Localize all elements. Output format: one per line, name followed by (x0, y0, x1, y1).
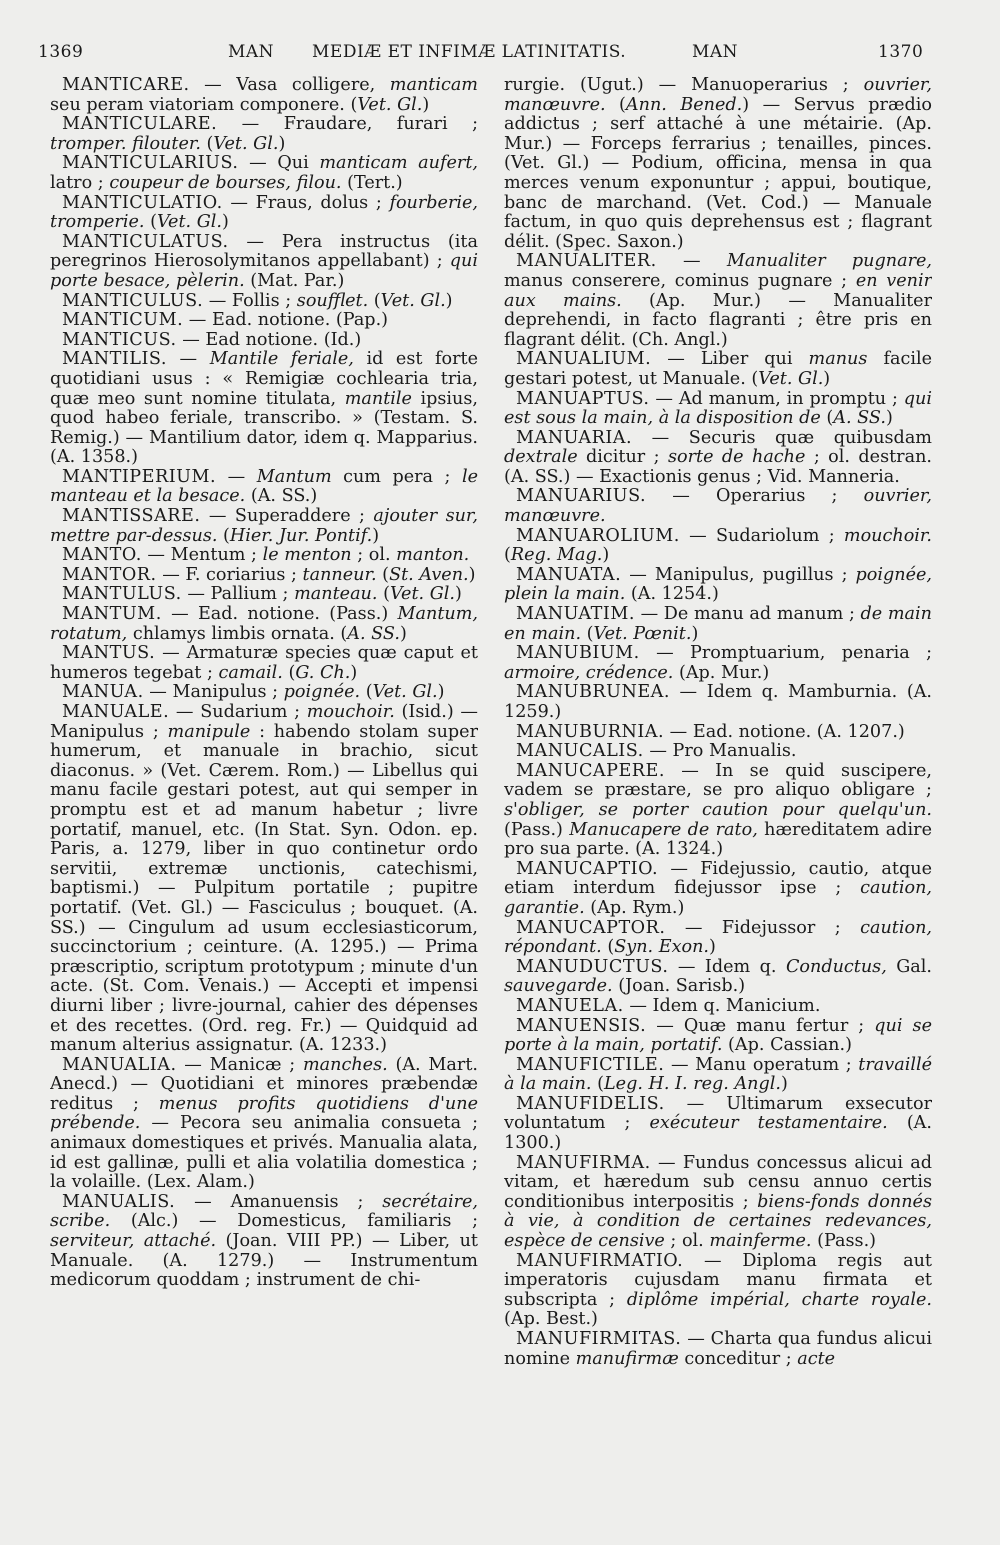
right-column (504, 76, 932, 1536)
dictionary-entry (504, 1154, 932, 1252)
entry-text: ) (780, 1074, 788, 1095)
dictionary-entry (50, 76, 478, 115)
entry-gloss: travaillé à la main. (504, 1054, 932, 1095)
entry-gloss: manticam aufert, (319, 153, 478, 174)
dictionary-entry (50, 115, 478, 154)
dictionary-entry (504, 683, 932, 722)
entry-text: — Fundus concessus alicui ad vitam, et hæredum sub censu annuo certis conditionibus interpositis ; (504, 1152, 932, 1212)
entry-headword: MANUAROLIUM. (516, 525, 680, 546)
entry-headword: MANUARIA. (516, 427, 633, 448)
entry-text: — Manipulus ; (143, 682, 284, 703)
dictionary-entry (504, 390, 932, 429)
entry-text: (A. Mart. Anecd.) — Quotidiani et minores præbendæ reditus ; (50, 1054, 478, 1114)
entry-gloss: G. Ch. (295, 662, 351, 683)
entry-text: ( (601, 937, 615, 958)
entry-text: ( (368, 290, 381, 311)
entry-text: (Pass.) (504, 819, 570, 840)
entry-text: (Joan. Sarisb.) (612, 976, 746, 997)
entry-text: — Ead notione. (Id.) (176, 329, 362, 350)
entry-text: — Fidejussio, cautio, atque etiam interdum fidejussor ipse ; (504, 858, 932, 899)
entry-text: (A. 1254.) (625, 584, 719, 605)
dictionary-entry (504, 429, 932, 488)
guide-word-right: MAN (692, 42, 739, 62)
dictionary-entry (50, 468, 478, 507)
entry-gloss: Mantile feriale, (209, 349, 354, 370)
entry-headword: MANUATIM. (516, 604, 635, 625)
entry-gloss: secrétaire, scribe. (50, 1191, 478, 1232)
entry-text: ) (823, 368, 831, 389)
entry-gloss: en venir aux mains. (504, 270, 932, 311)
entry-text: — Liber qui (651, 349, 809, 370)
entry-text: (Isid.) — Manipulus ; (50, 702, 478, 742)
entry-text: (Joan. VIII PP.) — Liber, ut Manuale. (A. 1279.) — Instrumentum medicorum quoddam ; instrument de chi- (50, 1231, 478, 1291)
entry-headword: MANUFIRMATIO. (516, 1250, 684, 1271)
entry-headword: MANUFIRMITAS. (516, 1329, 682, 1349)
entry-gloss: fourberie, tromperie. (50, 192, 478, 233)
entry-gloss: caution, répondant. (504, 917, 932, 958)
entry-text: — Qui (238, 153, 320, 174)
entry-text: — Ead. notione. (A. 1207.) (664, 721, 905, 742)
entry-text: latro ; (50, 172, 110, 193)
entry-headword: MANTOR. (62, 564, 157, 585)
entry-gloss: menus profits quotidiens d'une prébende. (50, 1093, 478, 1134)
entry-headword: MANTICULARIUS. (62, 153, 239, 174)
entry-text: — Ultimarum exsecutor voluntatum ; (504, 1093, 932, 1134)
entry-gloss: camail. (218, 662, 283, 683)
entry-gloss: mouchoir. (843, 525, 932, 546)
entry-text: ) (278, 133, 286, 154)
entry-text: (A. 1300.) (504, 1113, 932, 1154)
entry-headword: MANTUS. (62, 643, 156, 664)
dictionary-entry (50, 292, 478, 312)
entry-headword: MANTICUS. (62, 329, 177, 350)
entry-text: manus conserere, cominus pugnare ; (504, 270, 856, 291)
entry-text: ipsius, quod habeo feriale, transcribo. » (Testam. S. Remig.) — Mantilium dator, idem q. Mapparius. (A. 1358.) (50, 388, 478, 468)
entry-text: (Ap. Cassian.) (722, 1035, 852, 1056)
entry-headword: MANUALIUM. (516, 349, 652, 370)
dictionary-entry (504, 76, 932, 252)
entry-text: — (656, 251, 727, 272)
entry-gloss: manufirmæ (575, 1348, 679, 1369)
dictionary-entry (50, 566, 478, 586)
dictionary-entry (50, 546, 478, 566)
dictionary-entry (504, 527, 932, 566)
entry-text: — Fraus, dolus ; (222, 192, 390, 213)
entry-text: ) (445, 290, 453, 311)
entry-headword: MANTUM. (62, 604, 162, 625)
entry-gloss: diplôme impérial, charte royale. (626, 1289, 932, 1310)
dictionary-entry (504, 762, 932, 860)
entry-headword: MANUBRUNEA. (516, 682, 670, 703)
entry-gloss: manticam (389, 76, 478, 95)
dictionary-entry (50, 703, 478, 1056)
entry-text: (Tert.) (341, 172, 403, 193)
entry-gloss: serviteur, attaché. (50, 1231, 217, 1252)
entry-headword: MANUELA. (516, 995, 624, 1016)
dictionary-entry (504, 958, 932, 997)
entry-text: — Vasa colligere, (189, 76, 390, 95)
page-number-left: 1369 (38, 42, 84, 62)
dictionary-entry (50, 507, 478, 546)
entry-headword: MANUALIA. (62, 1054, 177, 1075)
entry-text: ) (437, 682, 445, 703)
running-title: MEDIÆ ET INFIMÆ LATINITATIS. (312, 42, 627, 62)
entry-text: ) (885, 408, 893, 429)
entry-text: cum pera ; (331, 466, 462, 487)
dictionary-entry (50, 194, 478, 233)
entry-text: ) (454, 584, 462, 605)
entry-text: — Operarius ; (646, 486, 864, 507)
entry-text: ( (144, 212, 157, 233)
entry-gloss: Mantum, rotatum, (50, 604, 478, 644)
entry-text: ( (504, 545, 511, 566)
entry-text: — Sudariolum ; (679, 525, 844, 546)
entry-text: — Quæ manu fertur ; (646, 1015, 875, 1036)
entry-text: — F. coriarius ; (156, 564, 303, 585)
entry-text: (Alc.) — Domesticus, familiaris ; (110, 1211, 478, 1232)
entry-gloss: poignée. (283, 682, 361, 703)
entry-gloss: ouvrier, manœuvre. (504, 76, 932, 115)
entry-headword: MANUA. (62, 682, 144, 703)
dictionary-entry (504, 252, 932, 350)
dictionary-entry (504, 644, 932, 683)
dictionary-entry (50, 233, 478, 292)
entry-text: — Pallium ; (181, 584, 295, 605)
entry-gloss: Manualiter pugnare, (726, 251, 932, 272)
entry-gloss: Manucapere de rato, (569, 819, 758, 840)
entry-gloss: sauvegarde. (504, 976, 613, 997)
entry-gloss: Vet. Gl. (758, 368, 824, 389)
entry-gloss: manteau. (294, 584, 378, 605)
entry-text: ( (581, 623, 594, 644)
entry-text: ) (691, 623, 699, 644)
entry-text: : habendo stolam super humerum, et manuale in brachio, sicut diaconus. » (Vet. Cærem. Rom.) — Libellus qui manu facile gestari potest, aut qui semper in promptu est et ad manum habetur ; livre portatif, manuel, etc. (In Stat. Syn. Odon. ep. Paris, a. 1279, liber in quo continetur ordo servitii, extremæ unctionis, catechismi, baptismi.) — Pulpitum portatile ; pupitre portatif. (Vet. Gl.) — Fasciculus ; bouquet. (A. SS.) — Cingulum ad usum ecclesiasticorum, succinctorium ; ceinture. (A. 1295.) — Prima præscriptio, scriptum prototypum ; minute d'un acte. (St. Com. Venais.) — Accepti et impensi diurni liber ; livre-journal, cahier des dépenses et des recettes. (Ord. reg. Fr.) — Quidquid ad manum alterius assignatur. (A. 1233.) (50, 721, 478, 1056)
entry-gloss: manches. (302, 1054, 388, 1075)
entry-headword: MANUBIUM. (516, 643, 640, 664)
entry-headword: MANUALIS. (62, 1191, 176, 1212)
entry-text: — Promptuarium, penaria ; (639, 643, 932, 664)
entry-text: — Sudarium ; (169, 702, 307, 722)
entry-gloss: poignée, plein la main. (504, 564, 932, 605)
entry-text: — (166, 349, 210, 370)
entry-text: ) (350, 662, 358, 683)
entry-gloss: ajouter sur, mettre par-dessus. (50, 506, 478, 546)
entry-gloss: qui porte besace, pèlerin. (50, 251, 478, 291)
dictionary-entry (504, 723, 932, 743)
entry-gloss: Vet. Gl. (389, 584, 455, 605)
entry-gloss: Vet. Gl. (357, 94, 423, 115)
entry-gloss: acte (797, 1348, 836, 1369)
dictionary-entry (50, 605, 478, 644)
dictionary-entry (50, 644, 478, 683)
entry-text: — Fraudare, furari ; (217, 114, 478, 135)
entry-text: ( (217, 525, 230, 546)
entry-gloss: mantile (344, 388, 412, 409)
entry-headword: MANTILIS. (62, 349, 167, 370)
entry-text: — Pera instructus (ita peregrinos Hierosolymitanos appellabant) ; (50, 231, 478, 272)
dictionary-entry (504, 919, 932, 958)
entry-gloss: manton. (396, 545, 470, 566)
entry-headword: MANUBURNIA. (516, 721, 665, 742)
entry-gloss: qui se porte à la main, portatif. (504, 1015, 932, 1056)
entry-text: ( (377, 584, 390, 605)
entry-headword: MANTICUM. (62, 310, 184, 331)
entry-headword: MANUAPTUS. (516, 388, 650, 409)
entry-text: — Diploma regis aut imperatoris cujusdam manu firmata et subscripta ; (504, 1250, 932, 1310)
entry-text: — Fidejussor ; (665, 917, 861, 938)
entry-text: ) (372, 525, 380, 546)
entry-headword: MANTICULATIO. (62, 192, 223, 213)
entry-headword: MANUCALIS. (516, 741, 644, 762)
entry-text: ) — Servus prædio addictus ; serf attaché à une métairie. (Ap. Mur.) — Forceps ferrarius ; tenailles, pinces. (Vet. Gl.) — Podium, officina, mensa in qua merces venum exponuntur ; appui, boutique, banc de marchand. (Vet. Cod.) — Manuale factum, in quo quis deprehensus est ; flagrant délit. (Spec. Saxon.) (504, 94, 932, 252)
entry-text: seu peram viatoriam componere. ( (50, 94, 358, 115)
entry-gloss: le manteau et la besace. (50, 466, 478, 507)
entry-gloss: Syn. Exon. (614, 937, 710, 958)
dictionary-entry (504, 1056, 932, 1095)
entry-headword: MANTIPERIUM. (62, 466, 217, 487)
entry-gloss: de main en main. (504, 604, 932, 644)
dictionary-entry (504, 566, 932, 605)
entry-text: — De manu ad manum ; (634, 604, 861, 625)
entry-headword: MANTICULUS. (62, 290, 204, 311)
entry-headword: MANUALE. (62, 702, 170, 722)
entry-text: ) (709, 937, 716, 958)
entry-text: — Idem q. Manicium. (623, 995, 821, 1016)
entry-gloss: St. Aven. (389, 564, 469, 585)
entry-text: Gal. (886, 956, 932, 977)
dictionary-entry (504, 742, 932, 762)
left-column (50, 76, 478, 1536)
entry-text: — Mentum ; (141, 545, 263, 566)
entry-text: — Manipulus, pugillus ; (621, 564, 856, 585)
entry-headword: MANUFIDELIS. (516, 1093, 665, 1114)
entry-headword: MANTULUS. (62, 584, 182, 605)
dictionary-entry (504, 1330, 932, 1369)
entry-text: — Armaturæ species quæ caput et humeros tegebat ; (50, 643, 478, 683)
entry-gloss: mainferme. (709, 1231, 812, 1252)
entry-gloss: ouvrier, manœuvre. (504, 486, 932, 527)
entry-text: ; ol. destran. (A. SS.) — Exactionis genus ; Vid. Manneria. (504, 447, 932, 487)
entry-gloss: manus (808, 349, 868, 370)
entry-headword: MANUARIUS. (516, 486, 647, 507)
entry-gloss: sorte de hache (667, 447, 806, 468)
entry-text: ( (200, 133, 214, 154)
dictionary-entry (50, 154, 478, 193)
entry-text: hæreditatem adire pro sua parte. (A. 1324.) (504, 819, 932, 860)
entry-gloss: Leg. H. I. reg. Angl. (603, 1074, 781, 1095)
guide-word-left: MAN (228, 42, 275, 62)
entry-gloss: exécuteur testamentaire. (649, 1113, 888, 1134)
entry-gloss: Vet. Gl. (372, 682, 438, 703)
dictionary-entry (504, 997, 932, 1017)
entry-gloss: s'obliger, se porter caution pour quelqu'un. (504, 799, 932, 820)
entry-gloss: le menton (262, 545, 352, 566)
entry-text: ) (221, 212, 229, 233)
entry-text: — Securis quæ quibusdam (632, 427, 932, 448)
entry-text: (Ap. Mur.) — Manualiter deprehendi, in facto flagranti ; être pris en flagrant délit. (Ch. Angl.) (504, 290, 932, 350)
dictionary-entry (50, 331, 478, 351)
entry-gloss: Mantum (256, 466, 332, 487)
dictionary-entry (504, 1252, 932, 1330)
entry-gloss: Ann. Bened. (625, 94, 743, 115)
entry-text: ( (376, 564, 390, 585)
dictionary-entry (504, 1095, 932, 1154)
entry-text: ( (360, 682, 373, 703)
entry-text: conceditur ; (678, 1348, 798, 1369)
dictionary-entry (50, 1193, 478, 1291)
entry-gloss: qui est sous la main, à la disposition de (504, 388, 932, 429)
entry-headword: MANUATA. (516, 564, 622, 585)
entry-gloss: armoire, crédence. (504, 662, 674, 683)
entry-text: — Follis ; (203, 290, 297, 311)
entry-headword: MANUALITER. (516, 251, 657, 272)
page-number-right: 1370 (878, 42, 924, 62)
entry-headword: MANTICULARE. (62, 114, 218, 135)
entry-text: — Idem q. (668, 956, 786, 977)
entry-text: — Idem q. Mamburnia. (A. 1259.) (504, 682, 932, 722)
entry-text: — Pro Manualis. (643, 741, 797, 762)
entry-headword: MANUFICTILE. (516, 1054, 665, 1075)
entry-headword: MANTO. (62, 545, 142, 566)
entry-gloss: Vet. Gl. (156, 212, 222, 233)
entry-gloss: Conductus, (785, 956, 887, 977)
entry-gloss: manipule (167, 721, 251, 742)
dictionary-entry (504, 1017, 932, 1056)
entry-text: (A. SS.) (245, 486, 318, 507)
entry-headword: MANUCAPERE. (516, 760, 665, 781)
entry-headword: MANUFIRMA. (516, 1152, 651, 1173)
entry-gloss: caution, garantie. (504, 878, 932, 918)
entry-headword: MANTICARE. (62, 76, 190, 95)
entry-text: facile gestari potest, ut Manuale. ( (504, 349, 932, 389)
entry-text: — Superaddere ; (200, 506, 374, 527)
entry-text: ) (399, 623, 407, 644)
entry-text: rurgie. (Ugut.) — Manuoperarius ; (504, 76, 864, 95)
dictionary-entry (504, 487, 932, 526)
entry-gloss: tanneur. (302, 564, 377, 585)
entry-headword: MANUDUCTUS. (516, 956, 669, 977)
entry-gloss: coupeur de bourses, filou. (109, 172, 342, 193)
entry-gloss: dextrale (504, 447, 578, 468)
entry-gloss: soufflet. (296, 290, 369, 311)
entry-text: ( (820, 408, 834, 429)
entry-text: ) (468, 564, 476, 585)
entry-gloss: A. SS. (347, 623, 400, 644)
entry-gloss: Hier. Jur. Pontif. (229, 525, 373, 546)
entry-text: chlamys limbis ornata. ( (127, 623, 348, 644)
entry-text: — (216, 466, 257, 487)
entry-gloss: Reg. Mag. (510, 545, 603, 566)
entry-text: — Amanuensis ; (175, 1191, 383, 1212)
entry-text: ( (282, 662, 296, 683)
running-header (0, 38, 1000, 74)
entry-headword: MANTICULATUS. (62, 231, 229, 252)
entry-headword: MANUCAPTOR. (516, 917, 666, 938)
dictionary-entry (504, 350, 932, 389)
entry-text: ; ol. (664, 1231, 710, 1252)
entry-headword: MANUCAPTIO. (516, 858, 659, 879)
entry-text: — In se quid suscipere, vadem se præstare, se pro aliquo obligare ; (504, 760, 932, 801)
entry-headword: MANTISSARE. (62, 506, 201, 527)
entry-gloss: A. SS. (833, 408, 886, 429)
entry-text: — Pecora seu animalia consueta ; animaux domestiques et privés. Manualia alata, id est gallinæ, pulli et alia volatilia domestica ; la volaille. (Lex. Alam.) (50, 1113, 478, 1193)
entry-gloss: Vet. Gl. (213, 133, 279, 154)
entry-text: — Manicæ ; (176, 1054, 303, 1075)
entry-text: ( (605, 94, 626, 115)
entry-text: (Mat. Par.) (244, 270, 345, 291)
dictionary-entry (50, 350, 478, 468)
entry-text: (Ap. Rym.) (584, 897, 685, 918)
entry-text: (Ap. Best.) (504, 1309, 598, 1330)
entry-text: (Pass.) (811, 1231, 877, 1252)
entry-text: ) (602, 545, 610, 566)
dictionary-entry (50, 1056, 478, 1193)
entry-text: id est forte quotidiani usus : « Remigiæ cochlearia tria, quæ meo sunt nomine titulata, (50, 349, 478, 409)
entry-text: — Charta qua fundus alicui nomine (504, 1329, 932, 1369)
entry-text: ; ol. (351, 545, 397, 566)
dictionary-entry (50, 311, 478, 331)
dictionary-entry (504, 605, 932, 644)
entry-gloss: Vet. Gl. (380, 290, 446, 311)
entry-gloss: Vet. Pœnit. (593, 623, 692, 644)
entry-text: ) (422, 94, 430, 115)
entry-text: — Ad manum, in promptu ; (649, 388, 904, 409)
entry-text: — Manu operatum ; (664, 1054, 859, 1075)
entry-gloss: mouchoir. (306, 702, 395, 722)
dictionary-entry (50, 683, 478, 703)
entry-text: dicitur ; (577, 447, 668, 468)
entry-text: — Ead. notione. (Pass.) (161, 604, 398, 625)
entry-text: ( (591, 1074, 604, 1095)
entry-headword: MANUENSIS. (516, 1015, 647, 1036)
dictionary-entry (50, 585, 478, 605)
entry-gloss: tromper. filouter. (50, 133, 201, 154)
dictionary-entry (504, 860, 932, 919)
entry-gloss: biens-fonds donnés à vie, à condition de certaines redevances, espèce de censive (504, 1191, 932, 1252)
entry-text: — Ead. notione. (Pap.) (183, 310, 389, 331)
entry-text: (Ap. Mur.) (673, 662, 770, 683)
